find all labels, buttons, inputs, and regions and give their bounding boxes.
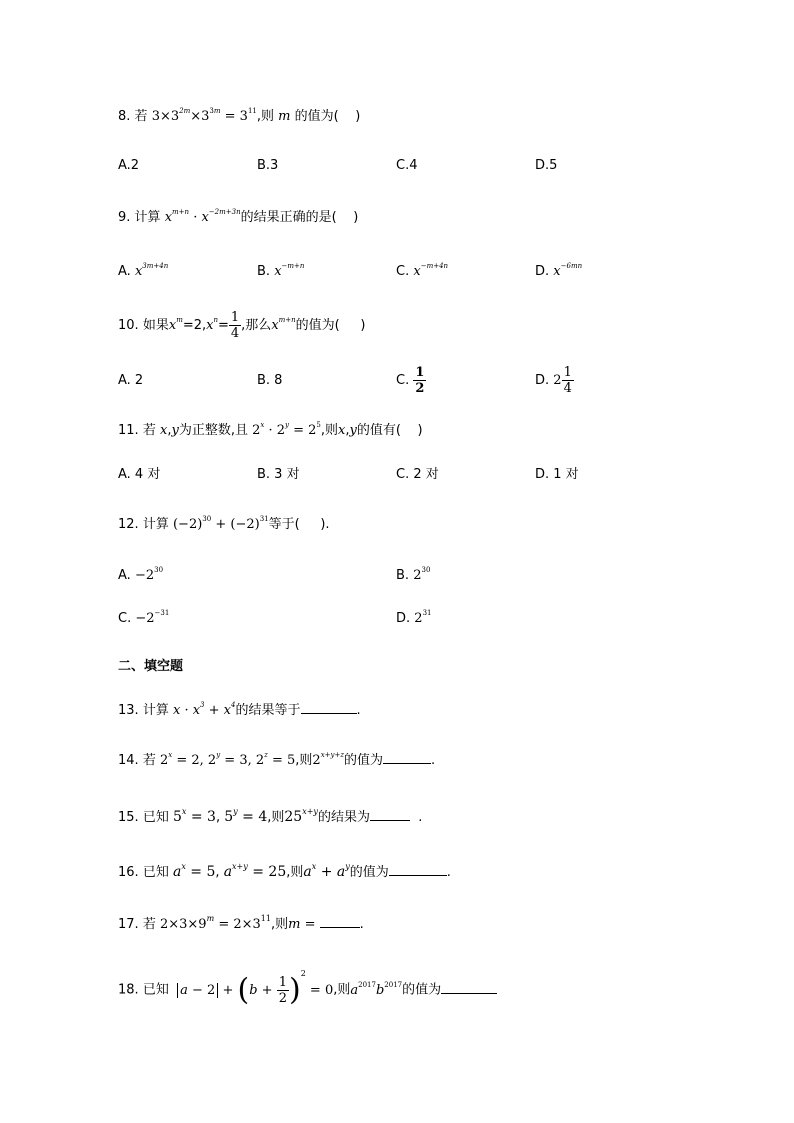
question-number: 18. [118,982,139,998]
math-expression: $x^{m+n} \cdot x^{-2m+3n}$ [164,208,241,225]
option-d[interactable]: D. $x^{-6mn}$ [535,262,583,279]
math-expression: $2^x = 2$, $2^y = 3$, $2^z = 5$ [159,751,296,768]
math-expression: $x^m$ [168,316,183,333]
question-12 [118,515,330,535]
option-a[interactable]: A. $x^{3m+4n}$ [118,262,169,279]
question-text: , [215,865,220,880]
math-expression: $a^x + a^y$ [303,862,350,880]
question-text: ,则 [270,917,289,932]
option-b[interactable]: B. 8 [257,373,283,388]
question-text: 已知 [142,982,169,998]
question-number: 16. [118,865,139,880]
question-text: 若 [142,753,156,768]
question-text: . [446,865,451,880]
option-a[interactable]: A. 4 对 [118,467,161,482]
math-expression: a − 2 + (b + $\frac{1}{2}$ )$^2$ = 0 [177,983,333,998]
question-text: ,则 [320,423,339,438]
question-number: 10. [118,318,139,333]
question-text: 计算 [142,703,169,718]
question-text: . [418,810,423,825]
question-text: 计算 [134,210,161,225]
fraction-one-quarter: $\frac{1}{4}$ [230,310,240,341]
question-text: . [431,753,436,768]
question-number: 17. [118,917,139,932]
math-expression: $x \cdot x^3 + x^4$ [172,701,236,718]
question-text: 若 [142,423,156,438]
math-expression: $25^{x+y}$ [284,807,318,825]
question-number: 15. [118,810,139,825]
option-d[interactable]: D. $2^{31}$ [396,609,432,626]
question-text: ,那么 [241,318,272,333]
math-expression: $2^x \cdot 2^y = 2^5$ [252,421,321,438]
answer-blank[interactable] [370,806,410,821]
question-text: = [217,318,229,333]
option-d[interactable]: D.5 [535,158,558,173]
question-text: 已知 [142,865,169,880]
question-text: 的值为( [295,318,340,333]
question-text: , [167,423,172,438]
option-c[interactable]: C. $-2^{-31}$ [118,609,170,626]
math-variable: m [288,917,301,932]
option-c[interactable]: C. 2 对 [396,467,439,482]
question-number: 11. [118,423,139,438]
question-number: 13. [118,703,139,718]
math-expression: $2\times 3\times 9^m = 2\times 3^{11}$ [159,914,271,932]
option-a[interactable]: A.2 [118,158,140,173]
question-text: 若 [134,109,148,124]
question-text: ) [353,210,359,225]
math-expression: $(-2)^{30} + (-2)^{31}$ [172,515,269,532]
question-text: 的结果等于 [235,703,301,718]
question-text: 为正整数,且 [178,423,248,438]
answer-blank[interactable] [320,913,360,928]
math-expression: $2^{x+y+z}$ [312,751,345,768]
question-8 [118,107,360,127]
question-text: 的值为 [349,865,389,880]
question-text: =2, [182,318,207,333]
question-14 [118,749,435,771]
option-c[interactable]: C. $\frac{1}{2}$ [396,365,425,396]
question-text: 等于( [268,517,300,532]
question-text: . [359,917,364,932]
question-18 [118,968,497,1013]
question-text: 已知 [142,810,169,825]
question-text: 的值为 [402,982,442,998]
question-10 [118,308,366,344]
question-text: 的结果正确的是( [240,210,337,225]
math-expression: $x^n$ [206,316,218,333]
answer-blank[interactable] [441,979,497,994]
math-expression: $5^x = 3$ [172,807,216,825]
question-text: 的值有( [356,423,401,438]
math-expression: $a^x = 5$ [172,862,216,880]
option-c[interactable]: C.4 [396,158,418,173]
question-text: , [215,810,221,825]
option-a[interactable]: A. 2 [118,373,144,388]
question-15 [118,806,422,828]
option-d[interactable]: D. 2 $\frac{1}{4}$ [535,365,572,396]
question-text: ,则 [333,982,351,998]
question-11: 11. 若 x,y为正整数,且 $2^x \cdot 2^y = 2^5$,则x,y的值有( ) [118,421,423,438]
question-number: 9. [118,210,131,225]
option-c[interactable]: C. $x^{-m+4n}$ [396,262,449,279]
question-text: 如果 [142,318,169,333]
question-text: ,则 [286,865,304,880]
question-number: 14. [118,753,139,768]
option-d[interactable]: D. 1 对 [535,467,579,482]
question-16 [118,861,451,883]
math-expression: $a^{x+y} = 25$ [223,862,287,880]
math-expression: $5^y = 4$ [224,807,268,825]
question-text: 计算 [142,517,169,532]
question-number: 12. [118,517,139,532]
question-17: 17. 若 $2\times 3\times 9^m = 2\times 3^{11}$,则m = . [118,914,364,932]
math-expression: $x^{m+n}$ [271,316,296,333]
option-b[interactable]: B.3 [257,158,279,173]
answer-blank[interactable] [301,699,357,714]
option-b[interactable]: B. $2^{30}$ [396,566,431,583]
question-text: ,则 [295,753,313,768]
math-variable: m [278,109,291,124]
question-text: ) [360,318,366,333]
question-text: 若 [142,917,156,932]
question-text: ,则 [256,109,275,124]
option-b[interactable]: B. 3 对 [257,467,300,482]
option-b[interactable]: B. $x^{-m+n}$ [257,262,305,279]
math-expression: $3\times 3^{2m}\times 3^{3m} = 3^{11}$ [151,107,257,124]
question-13 [118,699,361,721]
question-text: ). [320,517,330,532]
question-text: 的值为 [344,753,384,768]
answer-blank[interactable] [383,749,431,764]
question-text: ,则 [267,810,285,825]
option-a[interactable]: A. $-2^{30}$ [118,566,164,583]
section-heading: 二、填空题 [118,659,184,674]
question-text: 的结果为 [317,810,370,825]
math-expression: $a^{2017}b^{2017}$ [350,980,403,998]
answer-blank[interactable] [389,861,447,876]
question-text: 的值为( [294,109,339,124]
question-9 [118,208,358,228]
question-text: ) [417,423,423,438]
question-number: 8. [118,109,131,124]
question-text: ) [355,109,361,124]
question-text: . [356,703,361,718]
